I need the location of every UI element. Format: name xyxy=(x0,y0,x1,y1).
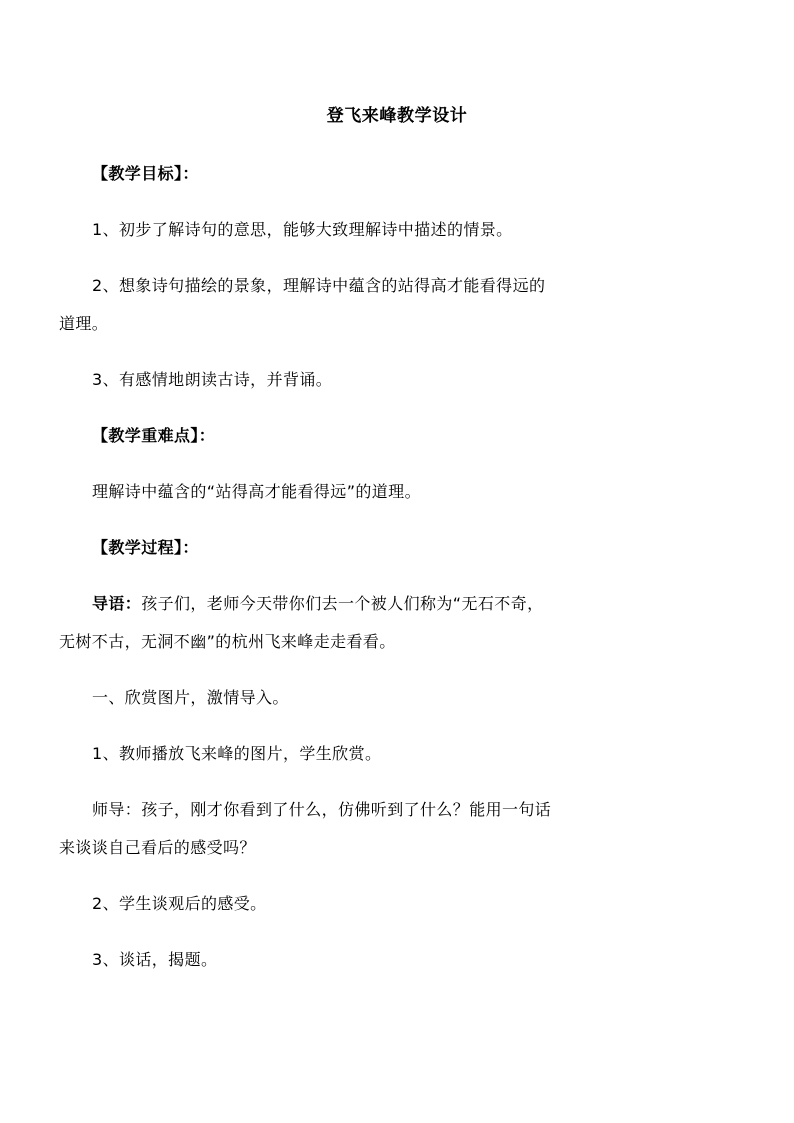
keypoints-heading: 【教学重难点】： xyxy=(92,426,216,445)
step-2: 2、学生谈观后的感受。 xyxy=(92,894,267,913)
keypoints-text: 理解诗中蕴含的“站得高才能看得远”的道理。 xyxy=(92,482,421,501)
section-1-title: 一、欣赏图片，激情导入。 xyxy=(92,688,289,707)
teacher-guidance-line-1: 师导：孩子，刚才你看到了什么，仿佛听到了什么？能用一句话 xyxy=(92,800,552,819)
intro-paragraph-line-1 xyxy=(92,594,544,614)
objective-item-3: 3、有感情地朗读古诗，并背诵。 xyxy=(92,370,333,389)
objective-item-2-continued: 道理。 xyxy=(59,314,109,333)
objective-item-2: 2、想象诗句描绘的景象，理解诗中蕴含的站得高才能看得远的 xyxy=(92,276,546,295)
document-title: 登飞来峰教学设计 xyxy=(326,106,468,126)
step-1: 1、教师播放飞来峰的图片，学生欣赏。 xyxy=(92,744,382,763)
step-3: 3、谈话，揭题。 xyxy=(92,950,218,969)
intro-paragraph-line-2: 无树不古，无洞不幽”的杭州飞来峰走走看看。 xyxy=(59,632,396,651)
intro-text-1: 孩子们，老师今天带你们去一个被人们称为“无石不奇， xyxy=(141,594,544,613)
objective-item-1: 1、初步了解诗句的意思，能够大致理解诗中描述的情景。 xyxy=(92,220,513,239)
process-heading: 【教学过程】： xyxy=(92,538,199,557)
teacher-guidance-line-2: 来谈谈自己看后的感受吗？ xyxy=(59,838,256,857)
intro-label: 导语： xyxy=(92,594,142,613)
objectives-heading: 【教学目标】： xyxy=(92,164,199,183)
